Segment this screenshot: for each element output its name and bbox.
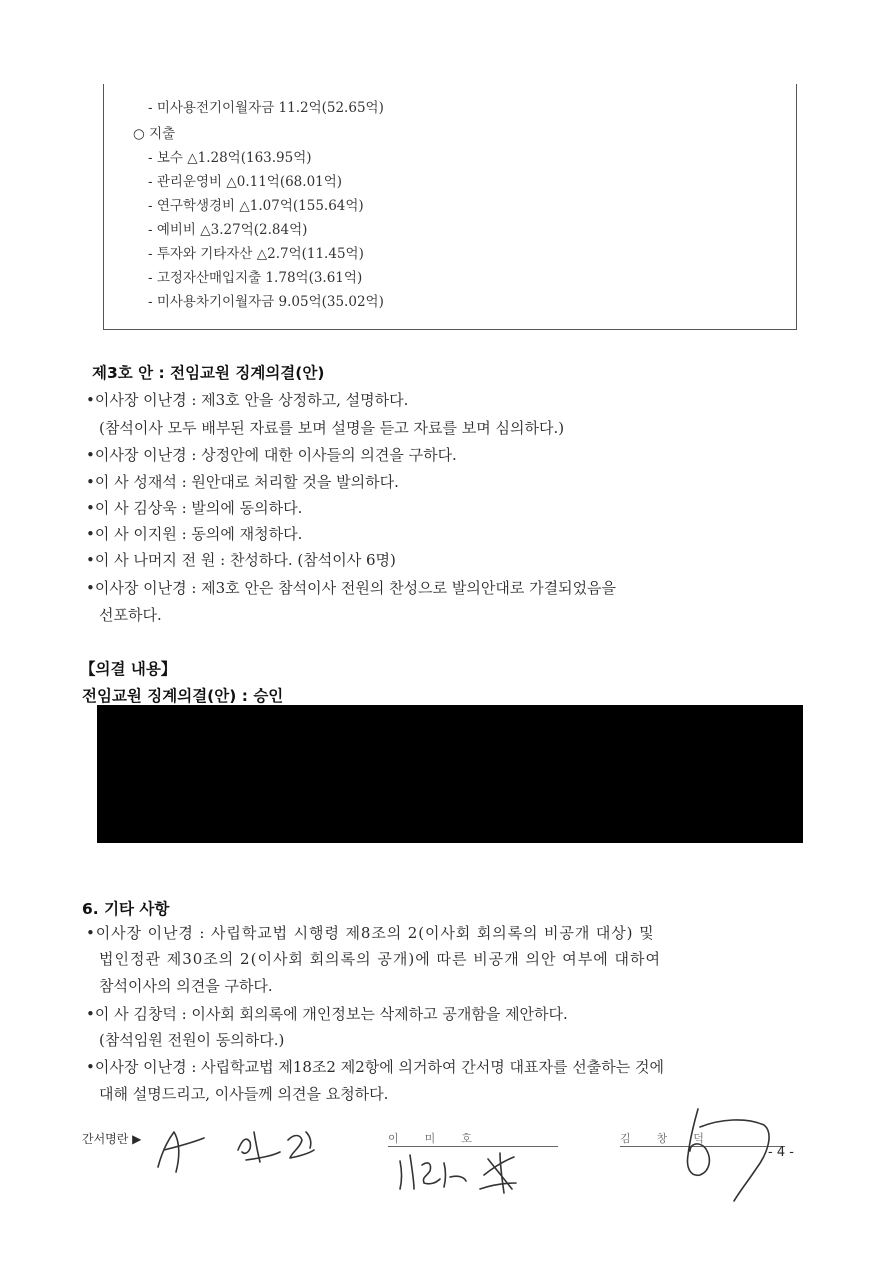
agenda3-item: •이 사 이지원 : 동의에 재청하다.	[86, 525, 303, 543]
box-line: ○ 지출	[133, 126, 176, 142]
section6-item: •이사장 이난경 : 사립학교법 제18조2 제2항에 의거하여 간서명 대표자를 선출하는 것에	[86, 1058, 664, 1076]
section6-item: 참석이사의 의견을 구하다.	[99, 977, 273, 995]
agenda3-item: 선포하다.	[99, 606, 162, 624]
resolution-subheading: 전임교원 징계의결(안) : 승인	[82, 687, 284, 705]
budget-table-box	[103, 84, 797, 330]
agenda3-item: (참석이사 모두 배부된 자료를 보며 설명을 듣고 자료를 보며 심의하다.)	[99, 419, 565, 437]
section6-item: •이 사 김창덕 : 이사회 회의록에 개인정보는 삭제하고 공개함을 제안하다.	[86, 1005, 568, 1023]
section6-item: 대해 설명드리고, 이사들께 의견을 요청하다.	[99, 1085, 389, 1103]
box-line: - 투자와 기타자산 △2.7억(11.45억)	[148, 246, 364, 262]
box-line: - 관리운영비 △0.11억(68.01억)	[148, 174, 343, 190]
agenda3-item: •이 사 성재석 : 원안대로 처리할 것을 발의하다.	[86, 473, 399, 491]
resolution-heading: 【의결 내용】	[80, 660, 177, 678]
box-line: - 보수 △1.28억(163.95억)	[148, 150, 312, 166]
agenda3-item: •이 사 김상욱 : 발의에 동의하다.	[86, 499, 303, 517]
section6-heading: 6. 기타 사항	[82, 900, 170, 918]
box-line: - 미사용전기이월자금 11.2억(52.65억)	[148, 100, 384, 116]
section6-item: (참석임원 전원이 동의하다.)	[99, 1031, 285, 1049]
section6-item: •이사장 이난경 : 사립학교법 시행령 제8조의 2(이사회 회의록의 비공개 대상) 및	[86, 924, 655, 942]
agenda3-item: •이 사 나머지 전 원 : 찬성하다. (참석이사 6명)	[86, 551, 396, 569]
agenda3-item: •이사장 이난경 : 제3호 안은 참석이사 전원의 찬성으로 발의안대로 가결되었음을	[86, 579, 617, 597]
box-line: - 연구학생경비 △1.07억(155.64억)	[148, 198, 364, 214]
redacted-block	[97, 705, 803, 843]
signer-2-name: 이미호	[388, 1130, 558, 1147]
box-line: - 예비비 △3.27억(2.84억)	[148, 222, 308, 238]
signer-3-name: 김창덕	[620, 1130, 785, 1147]
agenda3-item: •이사장 이난경 : 상정안에 대한 이사들의 의견을 구하다.	[86, 446, 457, 464]
agenda3-item: •이사장 이난경 : 제3호 안을 상정하고, 설명하다.	[86, 391, 409, 409]
box-line: - 고정자산매입지출 1.78억(3.61억)	[148, 270, 363, 286]
agenda3-heading: 제3호 안 : 전임교원 징계의결(안)	[92, 364, 325, 382]
section6-item: 법인정관 제30조의 2(이사회 회의록의 공개)에 따른 비공개 의안 여부에 대하여	[99, 950, 661, 968]
signature-3	[660, 1105, 780, 1205]
signature-2	[392, 1145, 542, 1200]
page-number: - 4 -	[768, 1145, 794, 1160]
box-line: - 미사용차기이월자금 9.05억(35.02억)	[148, 294, 384, 310]
signature-1	[150, 1112, 330, 1182]
signature-label: 간서명란 ▶	[82, 1132, 142, 1146]
